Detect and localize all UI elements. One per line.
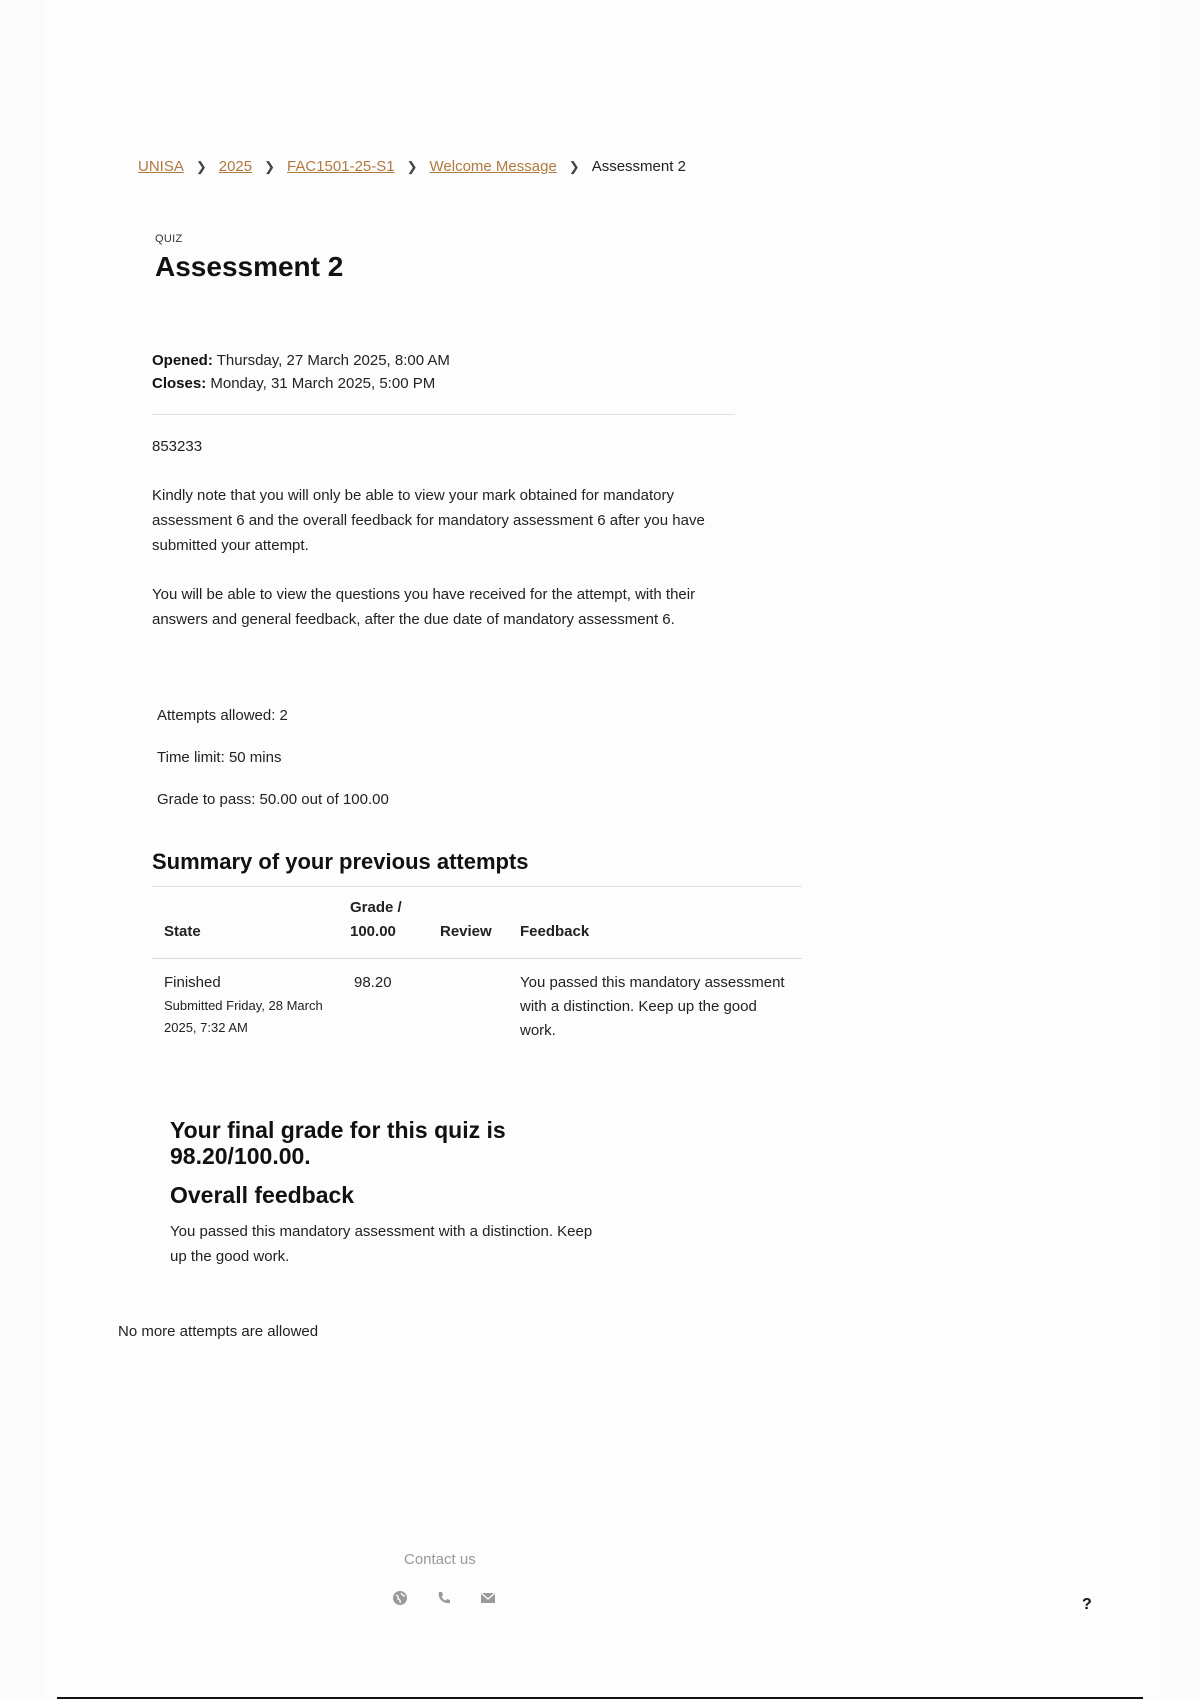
no-more-attempts-message: No more attempts are allowed xyxy=(118,1323,319,1340)
grade-header-line1: Grade / xyxy=(350,899,402,916)
intro-paragraph: You will be able to view the questions you have received for the attempt, with their answers and general feedback, after the due date of mandatory assessment 6. xyxy=(152,586,696,628)
time-limit: Time limit: 50 mins xyxy=(157,749,282,766)
page-title: Assessment 2 xyxy=(155,251,344,282)
column-header-review: Review xyxy=(428,896,508,959)
column-header-state: State xyxy=(152,896,338,959)
chevron-right-icon: ❯ xyxy=(568,158,580,174)
attempt-state: Finished xyxy=(164,974,221,991)
overall-feedback-title: Overall feedback xyxy=(170,1182,355,1208)
breadcrumb-link-year[interactable]: 2025 xyxy=(218,158,253,175)
attempt-submitted: Submitted Friday, 28 March 2025, 7:32 AM xyxy=(164,998,323,1035)
chevron-right-icon: ❯ xyxy=(264,158,276,174)
attempt-feedback: You passed this mandatory assessment with a distinction. Keep up the good work. xyxy=(520,974,785,1039)
opened-value: Thursday, 27 March 2025, 8:00 AM xyxy=(216,352,450,369)
chevron-right-icon: ❯ xyxy=(406,158,418,174)
opened-date xyxy=(152,349,450,372)
breadcrumb-link-course[interactable]: FAC1501-25-S1 xyxy=(287,158,395,175)
chevron-right-icon: ❯ xyxy=(195,158,207,174)
phone-icon[interactable] xyxy=(435,1589,453,1607)
grade-to-pass: Grade to pass: 50.00 out of 100.00 xyxy=(157,791,389,808)
table-header-row xyxy=(152,896,802,959)
quiz-code: 853233 xyxy=(152,438,203,455)
help-button[interactable]: ? xyxy=(1082,1596,1092,1613)
quiz-intro xyxy=(152,434,742,656)
breadcrumb-link-unisa[interactable]: UNISA xyxy=(138,158,184,175)
bottom-border xyxy=(57,1697,1143,1699)
column-header-grade xyxy=(338,896,428,959)
summary-title: Summary of your previous attempts xyxy=(152,849,529,874)
attempts-allowed: Attempts allowed: 2 xyxy=(157,707,288,724)
activity-dates xyxy=(152,349,450,395)
breadcrumb-current: Assessment 2 xyxy=(591,158,686,175)
divider xyxy=(152,414,735,415)
contact-icons xyxy=(391,1589,497,1607)
attempt-grade: 98.20 xyxy=(354,974,392,991)
closes-date xyxy=(152,372,450,395)
breadcrumb-link-section[interactable]: Welcome Message xyxy=(429,158,557,175)
quiz-info xyxy=(157,707,389,833)
intro-paragraph: Kindly note that you will only be able to view your mark obtained for mandatory assessment 6 and the overall feedback for mandatory assessment 6 after you have submitted your attempt. xyxy=(152,487,705,554)
globe-icon[interactable] xyxy=(391,1589,409,1607)
attempt-state-cell xyxy=(152,959,338,1044)
column-header-feedback: Feedback xyxy=(508,896,802,959)
attempt-review xyxy=(428,959,508,1044)
activity-type-label: QUIZ xyxy=(155,233,183,245)
final-grade: Your final grade for this quiz is 98.20/100.00. xyxy=(170,1117,506,1169)
divider xyxy=(152,886,802,887)
overall-feedback-text: You passed this mandatory assessment with a distinction. Keep up the good work. xyxy=(170,1223,593,1265)
attempts-table xyxy=(152,896,802,1043)
table-row xyxy=(152,959,802,1044)
breadcrumb xyxy=(138,158,686,175)
closes-label: Closes: xyxy=(152,375,207,392)
contact-us-link[interactable]: Contact us xyxy=(404,1551,476,1568)
grade-header-line2: 100.00 xyxy=(350,923,396,940)
envelope-icon[interactable] xyxy=(479,1589,497,1607)
opened-label: Opened: xyxy=(152,352,213,369)
closes-value: Monday, 31 March 2025, 5:00 PM xyxy=(210,375,436,392)
